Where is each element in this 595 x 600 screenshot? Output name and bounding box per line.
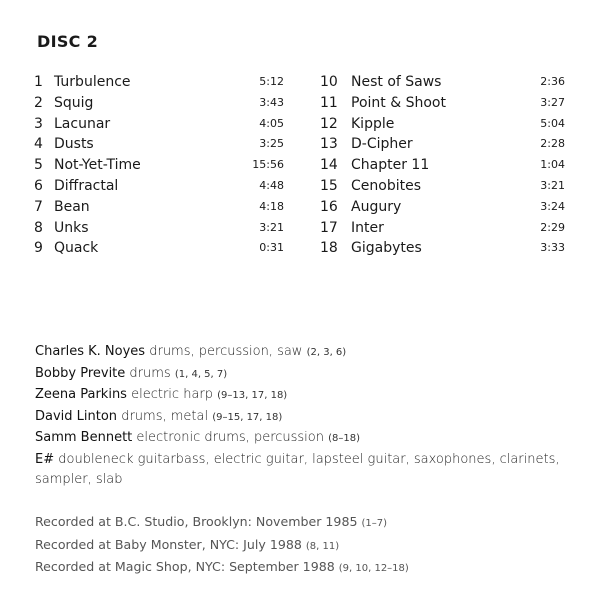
musician-tracks: (9–13, 17, 18) [217, 390, 288, 401]
musician-roles: electronic drums, percussion [136, 430, 324, 445]
track-duration: 2:29 [540, 220, 565, 234]
track-title: Point & Shoot [351, 94, 446, 111]
track-row [34, 72, 284, 93]
musician-roles: drums, metal [121, 408, 209, 424]
track-row [320, 134, 565, 155]
track-title: Augury [351, 198, 402, 215]
track-row [34, 176, 284, 197]
track-duration: 4:05 [259, 116, 284, 130]
musician-name: Charles K. Noyes [35, 344, 146, 359]
track-duration: 4:48 [259, 178, 284, 192]
personnel-credits [35, 342, 565, 491]
track-row [34, 218, 284, 239]
track-row [34, 197, 284, 218]
recording-tracks: (9, 10, 12–18) [338, 563, 409, 574]
musician-name: Samm Bennett [35, 430, 133, 445]
track-duration: 4:18 [259, 199, 284, 213]
track-row [320, 176, 565, 197]
track-title: Kipple [351, 115, 395, 132]
credit-line [35, 450, 565, 491]
track-row [34, 238, 284, 259]
track-number: 9 [34, 240, 43, 257]
track-title: Turbulence [54, 74, 131, 90]
recording-line [35, 535, 565, 558]
track-number: 2 [34, 94, 43, 111]
recording-line [35, 512, 565, 535]
track-duration: 5:12 [259, 75, 284, 88]
track-title: Lacunar [54, 115, 111, 132]
musician-tracks: (8–18) [328, 433, 361, 444]
recording-line [35, 557, 565, 580]
track-duration: 3:27 [540, 95, 565, 109]
track-number: 6 [34, 177, 43, 194]
track-number: 14 [320, 157, 338, 174]
track-number: 17 [320, 219, 338, 236]
track-title: Inter [351, 219, 384, 236]
track-number: 16 [320, 198, 338, 215]
musician-roles: drums [129, 365, 171, 381]
track-row [34, 134, 284, 155]
track-row [320, 238, 565, 259]
track-number: 3 [34, 115, 43, 132]
track-duration: 2:28 [540, 137, 565, 151]
track-row [34, 155, 284, 176]
track-duration: 0:31 [259, 241, 284, 255]
recording-tracks: (1–7) [361, 518, 388, 529]
track-title: Gigabytes [351, 240, 422, 257]
track-title: Dusts [54, 136, 94, 153]
track-row [320, 197, 565, 218]
track-row [320, 114, 565, 135]
track-number: 18 [320, 240, 338, 257]
credit-line [35, 407, 565, 429]
track-number: 5 [34, 157, 43, 174]
recording-text: Recorded at Magic Shop, NYC: September 1988 [35, 559, 335, 574]
track-duration: 2:36 [540, 75, 565, 88]
track-duration: 3:24 [540, 199, 565, 213]
disc-title: DISC 2 [37, 32, 99, 51]
recording-info [35, 512, 565, 580]
track-number: 1 [34, 74, 43, 90]
track-number: 13 [320, 136, 338, 153]
musician-tracks: (2, 3, 6) [306, 347, 347, 358]
track-title: D-Cipher [351, 136, 413, 153]
tracklist-left [34, 72, 284, 259]
track-row [34, 114, 284, 135]
track-title: Cenobites [351, 177, 421, 194]
track-duration: 1:04 [540, 158, 565, 172]
track-title: Bean [54, 198, 90, 215]
musician-roles: doubleneck guitarbass, electric guitar, lapsteel guitar, saxophones, clarinets, sampler, slab [35, 451, 560, 487]
track-number: 11 [320, 94, 338, 111]
track-number: 7 [34, 198, 43, 215]
track-number: 15 [320, 177, 338, 194]
track-duration: 5:04 [540, 116, 565, 130]
track-row [320, 72, 565, 93]
track-number: 10 [320, 74, 338, 90]
musician-roles: electric harp [131, 387, 214, 402]
track-title: Nest of Saws [351, 74, 442, 90]
track-duration: 3:33 [540, 241, 565, 255]
track-title: Squig [54, 94, 94, 111]
track-number: 8 [34, 219, 43, 236]
track-title: Diffractal [54, 177, 119, 194]
track-duration: 3:43 [259, 95, 284, 109]
recording-tracks: (8, 11) [305, 540, 340, 552]
track-duration: 3:21 [540, 178, 565, 192]
recording-text: Recorded at Baby Monster, NYC: July 1988 [35, 536, 302, 552]
musician-roles: drums, percussion, saw [149, 344, 303, 359]
track-row [320, 93, 565, 114]
musician-name: Bobby Previte [35, 365, 126, 381]
track-row [34, 93, 284, 114]
musician-name: David Linton [35, 408, 118, 424]
recording-text: Recorded at B.C. Studio, Brooklyn: November 1985 [35, 514, 358, 529]
track-title: Unks [54, 219, 89, 236]
track-duration: 3:25 [259, 137, 284, 151]
tracklist-right [320, 72, 565, 259]
musician-name: E# [35, 451, 55, 467]
musician-tracks: (1, 4, 5, 7) [174, 368, 228, 380]
track-duration: 3:21 [259, 220, 284, 234]
track-title: Chapter 11 [351, 157, 430, 174]
credit-line [35, 385, 565, 407]
track-duration: 15:56 [252, 158, 284, 172]
credit-line [35, 342, 565, 364]
track-row [320, 218, 565, 239]
track-title: Quack [54, 240, 99, 257]
track-title: Not-Yet-Time [54, 157, 141, 174]
credit-line [35, 364, 565, 386]
credit-line [35, 428, 565, 450]
track-row [320, 155, 565, 176]
track-number: 12 [320, 115, 338, 132]
track-number: 4 [34, 136, 43, 153]
musician-name: Zeena Parkins [35, 387, 127, 402]
musician-tracks: (9–15, 17, 18) [212, 411, 283, 423]
